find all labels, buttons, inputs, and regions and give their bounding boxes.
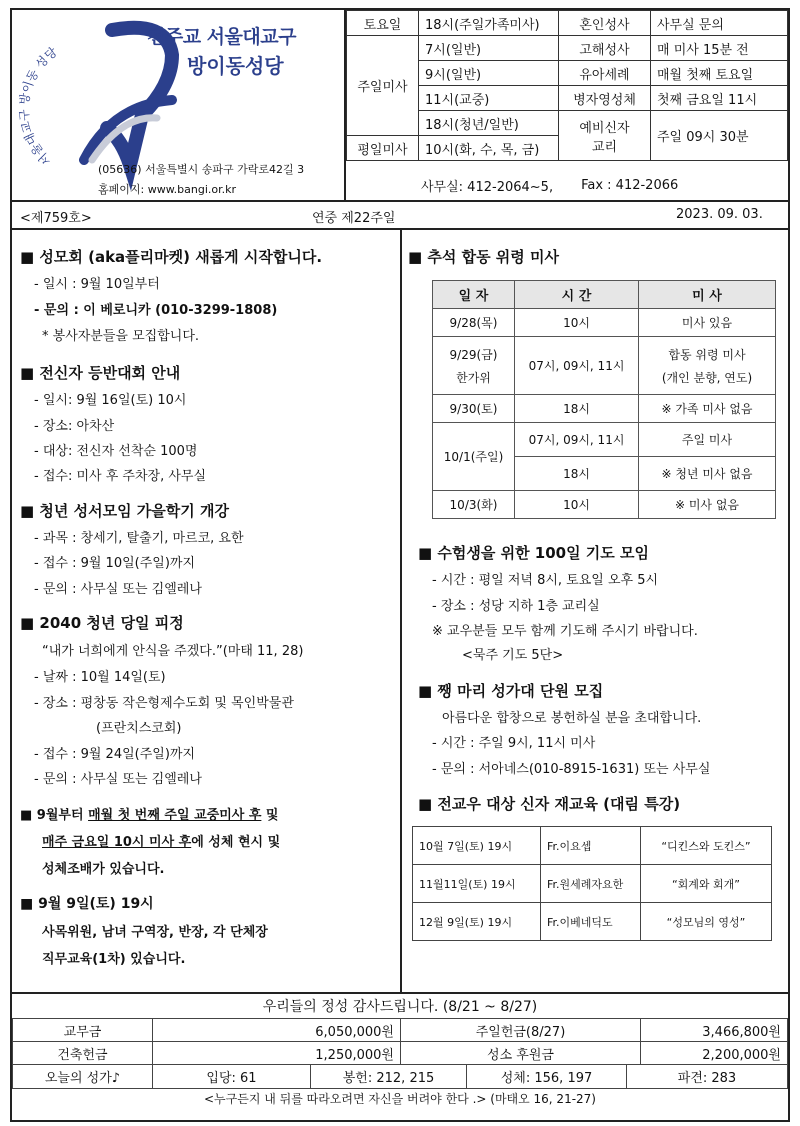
service-name: 고해성사 <box>559 36 651 61</box>
notice-line: - 시간 : 평일 저녁 8시, 토요일 오후 5시 <box>432 573 659 588</box>
notice-line: - 장소: 아차산 <box>34 419 115 434</box>
table-cell: 주일헌금(8/27) <box>401 1019 641 1042</box>
table-cell: 10/3(화) <box>433 491 515 519</box>
table-cell <box>433 337 515 395</box>
sunday-time: 11시(교중) <box>419 86 559 111</box>
table-cell: 주일 미사 <box>639 423 776 457</box>
cell-line: 9/29(금) <box>449 347 498 362</box>
notice-line: - 접수: 미사 후 주차장, 사무실 <box>34 469 207 484</box>
left-column <box>12 230 402 992</box>
homepage: 홈페이지: www.bangi.or.kr <box>98 183 237 196</box>
table-cell: Fr.이베네딕도 <box>541 903 641 941</box>
table-cell: 9/30(토) <box>433 395 515 423</box>
table-cell: “회계와 회개” <box>641 865 772 903</box>
hymn-communion: 성체: 156, 197 <box>467 1065 627 1089</box>
table-cell: Fr.이요셉 <box>541 827 641 865</box>
cell-line: (개인 분향, 연도) <box>661 370 753 385</box>
text-part: ■ 9월부터 <box>20 808 89 823</box>
service-name: 유아세례 <box>559 61 651 86</box>
notice-line: - 접수 : 9월 24일(주일)까지 <box>34 747 196 762</box>
table-cell: 미사 있음 <box>639 309 776 337</box>
table-cell: 12월 9일(토) 19시 <box>413 903 541 941</box>
sunday-time: 18시(청년/일반) <box>419 111 559 136</box>
hymn-entrance: 입당: 61 <box>153 1065 311 1089</box>
service-info: 매 미사 15분 전 <box>651 36 788 61</box>
section-title: ■ 2040 청년 당일 피정 <box>20 614 184 632</box>
saturday-time: 18시(주일가족미사) <box>419 11 559 36</box>
saturday-label: 토요일 <box>347 11 419 36</box>
quote-line: “내가 너희에게 안식을 주겠다.”(마태 11, 28) <box>42 644 304 659</box>
notice-line: - 문의 : 서아네스(010-8915-1631) 또는 사무실 <box>432 762 711 777</box>
table-cell: 10월 7일(토) 19시 <box>413 827 541 865</box>
parish-name: 천주교 서울대교구 <box>147 26 296 48</box>
office-contact <box>346 170 788 200</box>
notice-line: - 장소 : 성당 지하 1층 교리실 <box>432 599 600 614</box>
notice-line: - 시간 : 주일 9시, 11시 미사 <box>432 736 596 751</box>
hymn-dismissal: 파견: 283 <box>627 1065 788 1089</box>
table-cell: ※ 청년 미사 없음 <box>639 457 776 491</box>
adoration-notice <box>20 804 278 823</box>
fax: Fax : 412-2066 <box>581 177 679 193</box>
notice-line: - 문의 : 이 베로니카 (010-3299-1808) <box>34 303 278 318</box>
text-part: 에 성체 현시 및 <box>191 835 281 850</box>
parish-sub-name: 방이동성당 <box>187 54 284 78</box>
table-header: 미 사 <box>639 281 776 309</box>
table-cell: 10시 <box>515 491 639 519</box>
notice-line: - 장소 : 평창동 작은형제수도회 및 목인박물관 <box>34 696 294 711</box>
weekday-label: 평일미사 <box>347 136 419 161</box>
notice-line: 사목위원, 남녀 구역장, 반장, 각 단체장 <box>42 925 268 940</box>
arc-text: 서울대교구 방이동 성당 <box>16 44 60 169</box>
table-cell: ※ 가족 미사 없음 <box>639 395 776 423</box>
section-title: ■ 전교우 대상 신자 재교육 (대림 특강) <box>418 795 681 813</box>
notice-line: <묵주 기도 5단> <box>462 648 564 663</box>
header <box>12 10 788 202</box>
notice-line: ※ 교우분들 모두 함께 기도해 주시기 바랍니다. <box>432 624 698 639</box>
offering-table <box>12 1018 788 1065</box>
text-part: 매월 첫 번째 주일 교중미사 후 <box>88 808 262 823</box>
service-info: 사무실 문의 <box>651 11 788 36</box>
cell-line: 한가위 <box>456 370 491 385</box>
notice-line: - 접수 : 9월 10일(주일)까지 <box>34 556 196 571</box>
adoration-notice: 성체조배가 있습니다. <box>42 862 165 877</box>
table-cell: 07시, 09시, 11시 <box>515 423 639 457</box>
table-cell: 9/28(목) <box>433 309 515 337</box>
table-cell: 18시 <box>515 457 639 491</box>
liturgical-week: 연중 제22주일 <box>312 211 396 226</box>
section-title: ■ 9월 9일(토) 19시 <box>20 896 154 912</box>
issue-bar <box>12 202 788 230</box>
issue-number: <제759호> <box>20 211 92 226</box>
section-title: ■ 성모회 (aka플리마켓) 새롭게 시작합니다. <box>20 248 323 266</box>
weekday-time: 10시(화, 수, 목, 금) <box>419 136 559 161</box>
table-row <box>433 309 776 337</box>
address: (05636) 서울특별시 송파구 가락로42길 3 <box>98 163 305 176</box>
gospel-verse: <누구든지 내 뒤를 따라오려면 자신을 버려야 한다 .> (마태오 16, 21-27) <box>203 1092 596 1106</box>
table-cell: “성모님의 영성” <box>641 903 772 941</box>
table-cell: Fr.원세례자요한 <box>541 865 641 903</box>
table-cell: 07시, 09시, 11시 <box>515 337 639 395</box>
sunday-label: 주일미사 <box>347 36 419 136</box>
table-row <box>433 337 776 395</box>
footer <box>12 992 788 1122</box>
table-row <box>13 1042 788 1065</box>
table-row <box>413 827 772 865</box>
text-part: 매주 금요일 10시 미사 후 <box>42 835 192 850</box>
table-cell: 10시 <box>515 309 639 337</box>
table-cell: 10/1(주일) <box>433 423 515 491</box>
table-cell: 1,250,000원 <box>153 1042 401 1065</box>
table-row <box>13 1019 788 1042</box>
notice-line: 아름다운 합창으로 봉헌하실 분을 초대합니다. <box>442 711 702 726</box>
notice-line: - 일시: 9월 16일(토) 10시 <box>34 393 187 408</box>
notice-line: (프란치스코회) <box>96 721 182 736</box>
right-column <box>402 230 788 992</box>
table-cell: 성소 후원금 <box>401 1042 641 1065</box>
table-cell: 2,200,000원 <box>641 1042 788 1065</box>
table-row <box>433 491 776 519</box>
table-row <box>433 423 776 457</box>
notice-line: - 날짜 : 10월 14일(토) <box>34 670 166 685</box>
table-cell: 11월11일(토) 19시 <box>413 865 541 903</box>
logo-area <box>12 10 346 200</box>
advent-lecture-table <box>412 826 772 941</box>
section-title: ■ 추석 합동 위령 미사 <box>408 248 559 266</box>
notice-line: - 과목 : 창세기, 탈출기, 마르코, 요한 <box>34 531 244 546</box>
service-info: 주일 09시 30분 <box>651 111 788 161</box>
service-name: 병자영성체 <box>559 86 651 111</box>
section-title: ■ 수험생을 위한 100일 기도 모임 <box>418 544 649 562</box>
table-row <box>13 1065 788 1089</box>
table-header: 일 자 <box>433 281 515 309</box>
hymn-label: 오늘의 성가♪ <box>13 1065 153 1089</box>
chuseok-mass-table <box>432 280 776 519</box>
text-part: 및 <box>261 808 279 823</box>
office-phone: 사무실: 412-2064~5, <box>421 179 554 195</box>
service-name: 혼인성사 <box>559 11 651 36</box>
table-cell: 교무금 <box>13 1019 153 1042</box>
adoration-notice <box>42 831 280 850</box>
table-cell: “디킨스와 도킨스” <box>641 827 772 865</box>
notice-line: 직무교육(1차) 있습니다. <box>42 952 186 967</box>
section-title: ■ 청년 성서모임 가을학기 개강 <box>20 502 229 520</box>
table-cell: 6,050,000원 <box>153 1019 401 1042</box>
hymn-offertory: 봉헌: 212, 215 <box>311 1065 467 1089</box>
notice-line: - 문의 : 사무실 또는 김엘레나 <box>34 772 202 787</box>
notice-line: - 문의 : 사무실 또는 김엘레나 <box>34 582 202 597</box>
table-cell: 3,466,800원 <box>641 1019 788 1042</box>
table-row <box>413 865 772 903</box>
sunday-time: 9시(일반) <box>419 61 559 86</box>
table-row <box>413 903 772 941</box>
cell-line: 합동 위령 미사 <box>668 347 746 362</box>
table-cell: 18시 <box>515 395 639 423</box>
section-title: ■ 쨍 마리 성가대 단원 모집 <box>418 682 604 700</box>
service-info: 매월 첫째 토요일 <box>651 61 788 86</box>
service-info: 첫째 금요일 11시 <box>651 86 788 111</box>
table-row <box>433 395 776 423</box>
hymn-table <box>12 1064 788 1089</box>
thanks-title: 우리들의 정성 감사드립니다. (8/21 ~ 8/27) <box>262 999 538 1015</box>
sunday-time: 7시(일반) <box>419 36 559 61</box>
notice-line: - 대상: 전신자 선착순 100명 <box>34 444 198 459</box>
section-title: ■ 전신자 등반대회 안내 <box>20 364 181 382</box>
notice-line: * 봉사자분들을 모집합니다. <box>42 329 200 344</box>
service-name: 예비신자 교리 <box>559 111 651 161</box>
issue-date: 2023. 09. 03. <box>676 207 763 222</box>
bulletin-frame <box>10 8 790 1122</box>
mass-schedule-table <box>346 10 788 161</box>
table-header: 시 간 <box>515 281 639 309</box>
table-cell: ※ 미사 없음 <box>639 491 776 519</box>
table-cell <box>639 337 776 395</box>
table-cell: 건축헌금 <box>13 1042 153 1065</box>
notice-line: - 일시 : 9월 10일부터 <box>34 277 160 292</box>
